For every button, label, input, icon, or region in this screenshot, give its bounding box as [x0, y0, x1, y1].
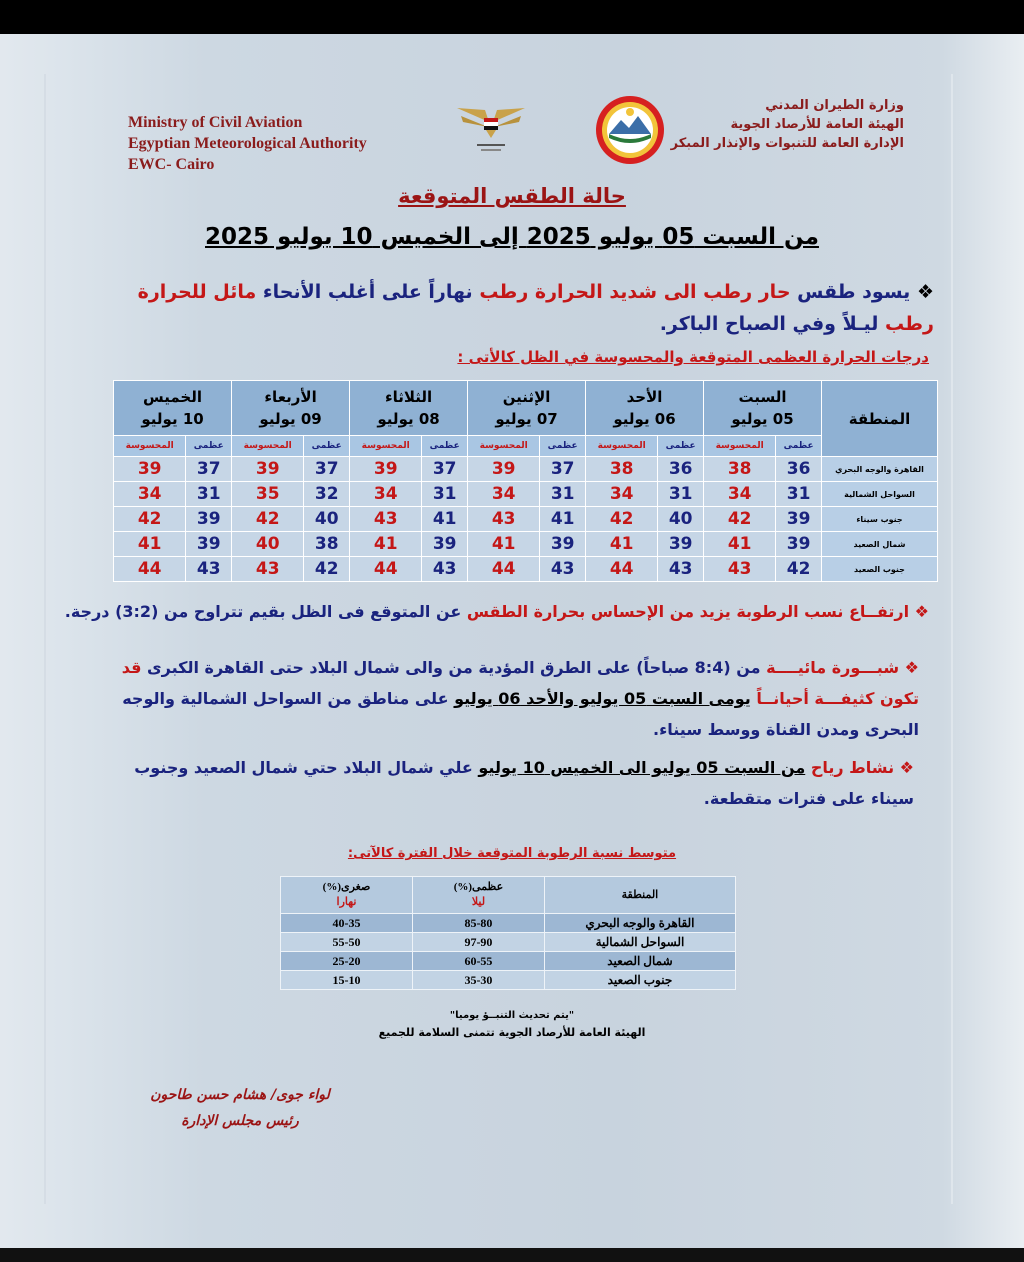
humidity-region-cell: القاهرة والوجه البحري: [544, 914, 735, 933]
felt-col-header: المحسوسة: [704, 436, 776, 457]
max-temp-cell: 43: [540, 557, 586, 582]
temperature-section-heading: درجات الحرارة العظمى المتوقعة والمحسوسة في الظل كالأتى :: [457, 348, 929, 366]
p4-a: نشاط رياح: [810, 758, 895, 777]
table-row: [281, 971, 736, 990]
table-row: [114, 507, 938, 532]
region-cell: السواحل الشمالية: [822, 482, 938, 507]
region-cell: شمال الصعيد: [822, 532, 938, 557]
humidity-section-heading: [0, 846, 1024, 861]
felt-col-header: المحسوسة: [468, 436, 540, 457]
felt-temp-cell: 40: [232, 532, 304, 557]
felt-temp-cell: 34: [704, 482, 776, 507]
region-header: المنطقة: [822, 381, 938, 457]
max-temp-cell: 42: [304, 557, 350, 582]
max-col-header: عظمى: [658, 436, 704, 457]
signature-title: رئيس مجلس الإدارة: [181, 1113, 299, 1129]
felt-temp-cell: 41: [114, 532, 186, 557]
max-temp-cell: 31: [776, 482, 822, 507]
humidity-region-cell: جنوب الصعيد: [544, 971, 735, 990]
felt-temp-cell: 41: [468, 532, 540, 557]
max-temp-cell: 39: [422, 532, 468, 557]
max-temp-cell: 37: [422, 457, 468, 482]
table-row: [281, 952, 736, 971]
region-cell: جنوب سيناء: [822, 507, 938, 532]
max-temp-cell: 41: [422, 507, 468, 532]
felt-temp-cell: 38: [586, 457, 658, 482]
screen-top-bar: [0, 0, 1024, 34]
p3-b: من (8:4 صباحاً) على الطرق المؤدية من والى شمال البلاد حتى القاهرة الكبرى: [147, 658, 761, 677]
max-col-header: عظمى: [186, 436, 232, 457]
humidity-max-cell: 35-30: [412, 971, 544, 990]
max-temp-cell: 32: [304, 482, 350, 507]
p3-a: شبـــورة مائيــــة: [766, 658, 900, 677]
day-header: الإثنين 07 يوليو: [468, 381, 586, 436]
felt-temp-cell: 42: [586, 507, 658, 532]
p3-f: على مناطق من السواحل الشمالية والوجه البحرى ومدن القناة ووسط سيناء.: [122, 689, 919, 739]
max-col-header: عظمى: [540, 436, 586, 457]
region-cell: جنوب الصعيد: [822, 557, 938, 582]
p2-b: عن المتوقع فى الظل بقيم تتراوح من (3:2) درجة.: [64, 602, 462, 621]
humidity-min-header: صغرى(%) نهارا: [281, 877, 413, 914]
bullet-icon: ❖: [899, 758, 914, 777]
p4-b: من السبت 05 يوليو الى الخميس 10 يوليو: [478, 758, 806, 777]
felt-temp-cell: 39: [232, 457, 304, 482]
humidity-effect-paragraph: [65, 602, 929, 621]
p1-e: ليـلاً: [842, 313, 879, 335]
humidity-region-cell: شمال الصعيد: [544, 952, 735, 971]
p3-c: قد تكون: [121, 658, 919, 708]
civil-aviation-eagle-logo: [455, 100, 527, 160]
update-note: "يتم تحديث التنبــؤ يوميا": [449, 1010, 575, 1021]
felt-temp-cell: 34: [114, 482, 186, 507]
humidity-table: [280, 876, 736, 990]
felt-temp-cell: 39: [468, 457, 540, 482]
forecast-period-text: من السبت 05 يوليو 2025 إلى الخميس 10 يوليو 2025: [205, 224, 819, 250]
max-temp-cell: 37: [186, 457, 232, 482]
day-header: الأربعاء 09 يوليو: [232, 381, 350, 436]
felt-temp-cell: 34: [586, 482, 658, 507]
max-temp-cell: 31: [658, 482, 704, 507]
header-arabic: [671, 96, 904, 153]
felt-col-header: المحسوسة: [586, 436, 658, 457]
header-authority: Egyptian Meteorological Authority: [128, 135, 367, 152]
felt-temp-cell: 39: [114, 457, 186, 482]
felt-col-header: المحسوسة: [232, 436, 304, 457]
header-english: [128, 112, 367, 175]
signature-name: لواء جوى/ هشام حسن طاحون: [150, 1087, 330, 1103]
felt-temp-cell: 38: [704, 457, 776, 482]
max-temp-cell: 38: [304, 532, 350, 557]
table-row: [114, 557, 938, 582]
max-temp-cell: 39: [776, 507, 822, 532]
felt-col-header: المحسوسة: [350, 436, 422, 457]
wind-paragraph: [94, 752, 914, 814]
felt-temp-cell: 43: [468, 507, 540, 532]
forecast-title: [0, 184, 1024, 208]
felt-temp-cell: 34: [468, 482, 540, 507]
humidity-max-cell: 60-55: [412, 952, 544, 971]
p1-f: وفي الصباح الباكر.: [659, 313, 836, 335]
humidity-heading-text: متوسط نسبة الرطوبة المتوقعة خلال الفترة كالآتى:: [347, 846, 677, 861]
max-temp-cell: 43: [186, 557, 232, 582]
humidity-min-cell: 55-50: [281, 933, 413, 952]
max-temp-cell: 37: [540, 457, 586, 482]
felt-col-header: المحسوسة: [114, 436, 186, 457]
screen-bottom-bar: [0, 1248, 1024, 1262]
felt-temp-cell: 43: [232, 557, 304, 582]
forecast-title-text: حالة الطقس المتوقعة: [398, 184, 626, 208]
p1-a: يسود طقس: [797, 281, 911, 303]
felt-temp-cell: 41: [586, 532, 658, 557]
day-header: السبت 05 يوليو: [704, 381, 822, 436]
humidity-min-cell: 15-10: [281, 971, 413, 990]
max-temp-cell: 31: [422, 482, 468, 507]
felt-temp-cell: 42: [232, 507, 304, 532]
document-page: [0, 34, 1024, 1248]
bullet-icon: ❖: [916, 281, 934, 303]
max-temp-cell: 41: [540, 507, 586, 532]
felt-temp-cell: 39: [350, 457, 422, 482]
felt-temp-cell: 43: [704, 557, 776, 582]
table-row: [114, 457, 938, 482]
felt-temp-cell: 44: [468, 557, 540, 582]
p3-d: كثيفـــة أحيانــاً: [756, 689, 875, 708]
felt-temp-cell: 41: [350, 532, 422, 557]
forecast-period: [0, 224, 1024, 250]
max-temp-cell: 36: [658, 457, 704, 482]
felt-temp-cell: 43: [350, 507, 422, 532]
signature-block: [120, 1082, 360, 1134]
day-header: الخميس 10 يوليو: [114, 381, 232, 436]
temperature-table: [113, 380, 938, 582]
max-col-header: عظمى: [776, 436, 822, 457]
header-ar-ministry: وزارة الطيران المدني: [765, 98, 904, 113]
humidity-min-cell: 40-35: [281, 914, 413, 933]
humidity-max-cell: 85-80: [412, 914, 544, 933]
felt-temp-cell: 35: [232, 482, 304, 507]
safety-wish: الهيئة العامة للأرصاد الجوية تتمنى السلامة للجميع: [378, 1026, 646, 1039]
max-temp-cell: 40: [658, 507, 704, 532]
max-temp-cell: 40: [304, 507, 350, 532]
max-temp-cell: 39: [540, 532, 586, 557]
felt-temp-cell: 44: [114, 557, 186, 582]
day-header: الثلاثاء 08 يوليو: [350, 381, 468, 436]
header-center: EWC- Cairo: [128, 156, 215, 173]
felt-temp-cell: 44: [350, 557, 422, 582]
max-temp-cell: 39: [186, 507, 232, 532]
table-row: [281, 933, 736, 952]
max-temp-cell: 37: [304, 457, 350, 482]
max-col-header: عظمى: [304, 436, 350, 457]
max-temp-cell: 36: [776, 457, 822, 482]
p1-b: حار رطب الى شديد الحرارة رطب: [479, 281, 791, 303]
felt-temp-cell: 42: [704, 507, 776, 532]
humidity-max-cell: 97-90: [412, 933, 544, 952]
humidity-region-cell: السواحل الشمالية: [544, 933, 735, 952]
header-ar-directorate: الإدارة العامة للتنبوات والإنذار المبكر: [670, 136, 904, 151]
meteorological-authority-logo: [594, 94, 666, 166]
max-temp-cell: 43: [658, 557, 704, 582]
max-temp-cell: 39: [186, 532, 232, 557]
general-weather-paragraph: [104, 276, 934, 340]
humidity-min-cell: 25-20: [281, 952, 413, 971]
felt-temp-cell: 34: [350, 482, 422, 507]
humidity-max-header: عظمى(%) ليلا: [412, 877, 544, 914]
p4-c: علي شمال البلاد حتي شمال الصعيد وجنوب سيناء على فترات متقطعة.: [134, 758, 914, 808]
felt-temp-cell: 42: [114, 507, 186, 532]
fog-paragraph: [99, 652, 919, 745]
max-temp-cell: 39: [658, 532, 704, 557]
table-row: [281, 914, 736, 933]
max-col-header: عظمى: [422, 436, 468, 457]
felt-temp-cell: 44: [586, 557, 658, 582]
felt-temp-cell: 41: [704, 532, 776, 557]
p2-a: ارتفــاع نسب الرطوبة يزيد من الإحساس بحرارة الطقس: [466, 602, 910, 621]
table-row: [114, 532, 938, 557]
table-row: [114, 482, 938, 507]
p1-c: نهاراً على أغلب الأنحاء: [262, 281, 473, 303]
max-temp-cell: 43: [422, 557, 468, 582]
max-temp-cell: 39: [776, 532, 822, 557]
header-ministry: Ministry of Civil Aviation: [128, 114, 303, 131]
header-ar-authority: الهيئة العامة للأرصاد الجوية: [730, 117, 904, 132]
p3-e: يومى السبت 05 يوليو والأحد 06 يوليو: [454, 689, 751, 708]
max-temp-cell: 42: [776, 557, 822, 582]
max-temp-cell: 31: [186, 482, 232, 507]
day-header: الأحد 06 يوليو: [586, 381, 704, 436]
bullet-icon: ❖: [904, 658, 919, 677]
max-temp-cell: 31: [540, 482, 586, 507]
bullet-icon: ❖: [914, 602, 929, 621]
p1-d: مائل للحرارة رطب: [137, 281, 934, 335]
humidity-region-header: المنطقة: [544, 877, 735, 914]
region-cell: القاهرة والوجه البحري: [822, 457, 938, 482]
